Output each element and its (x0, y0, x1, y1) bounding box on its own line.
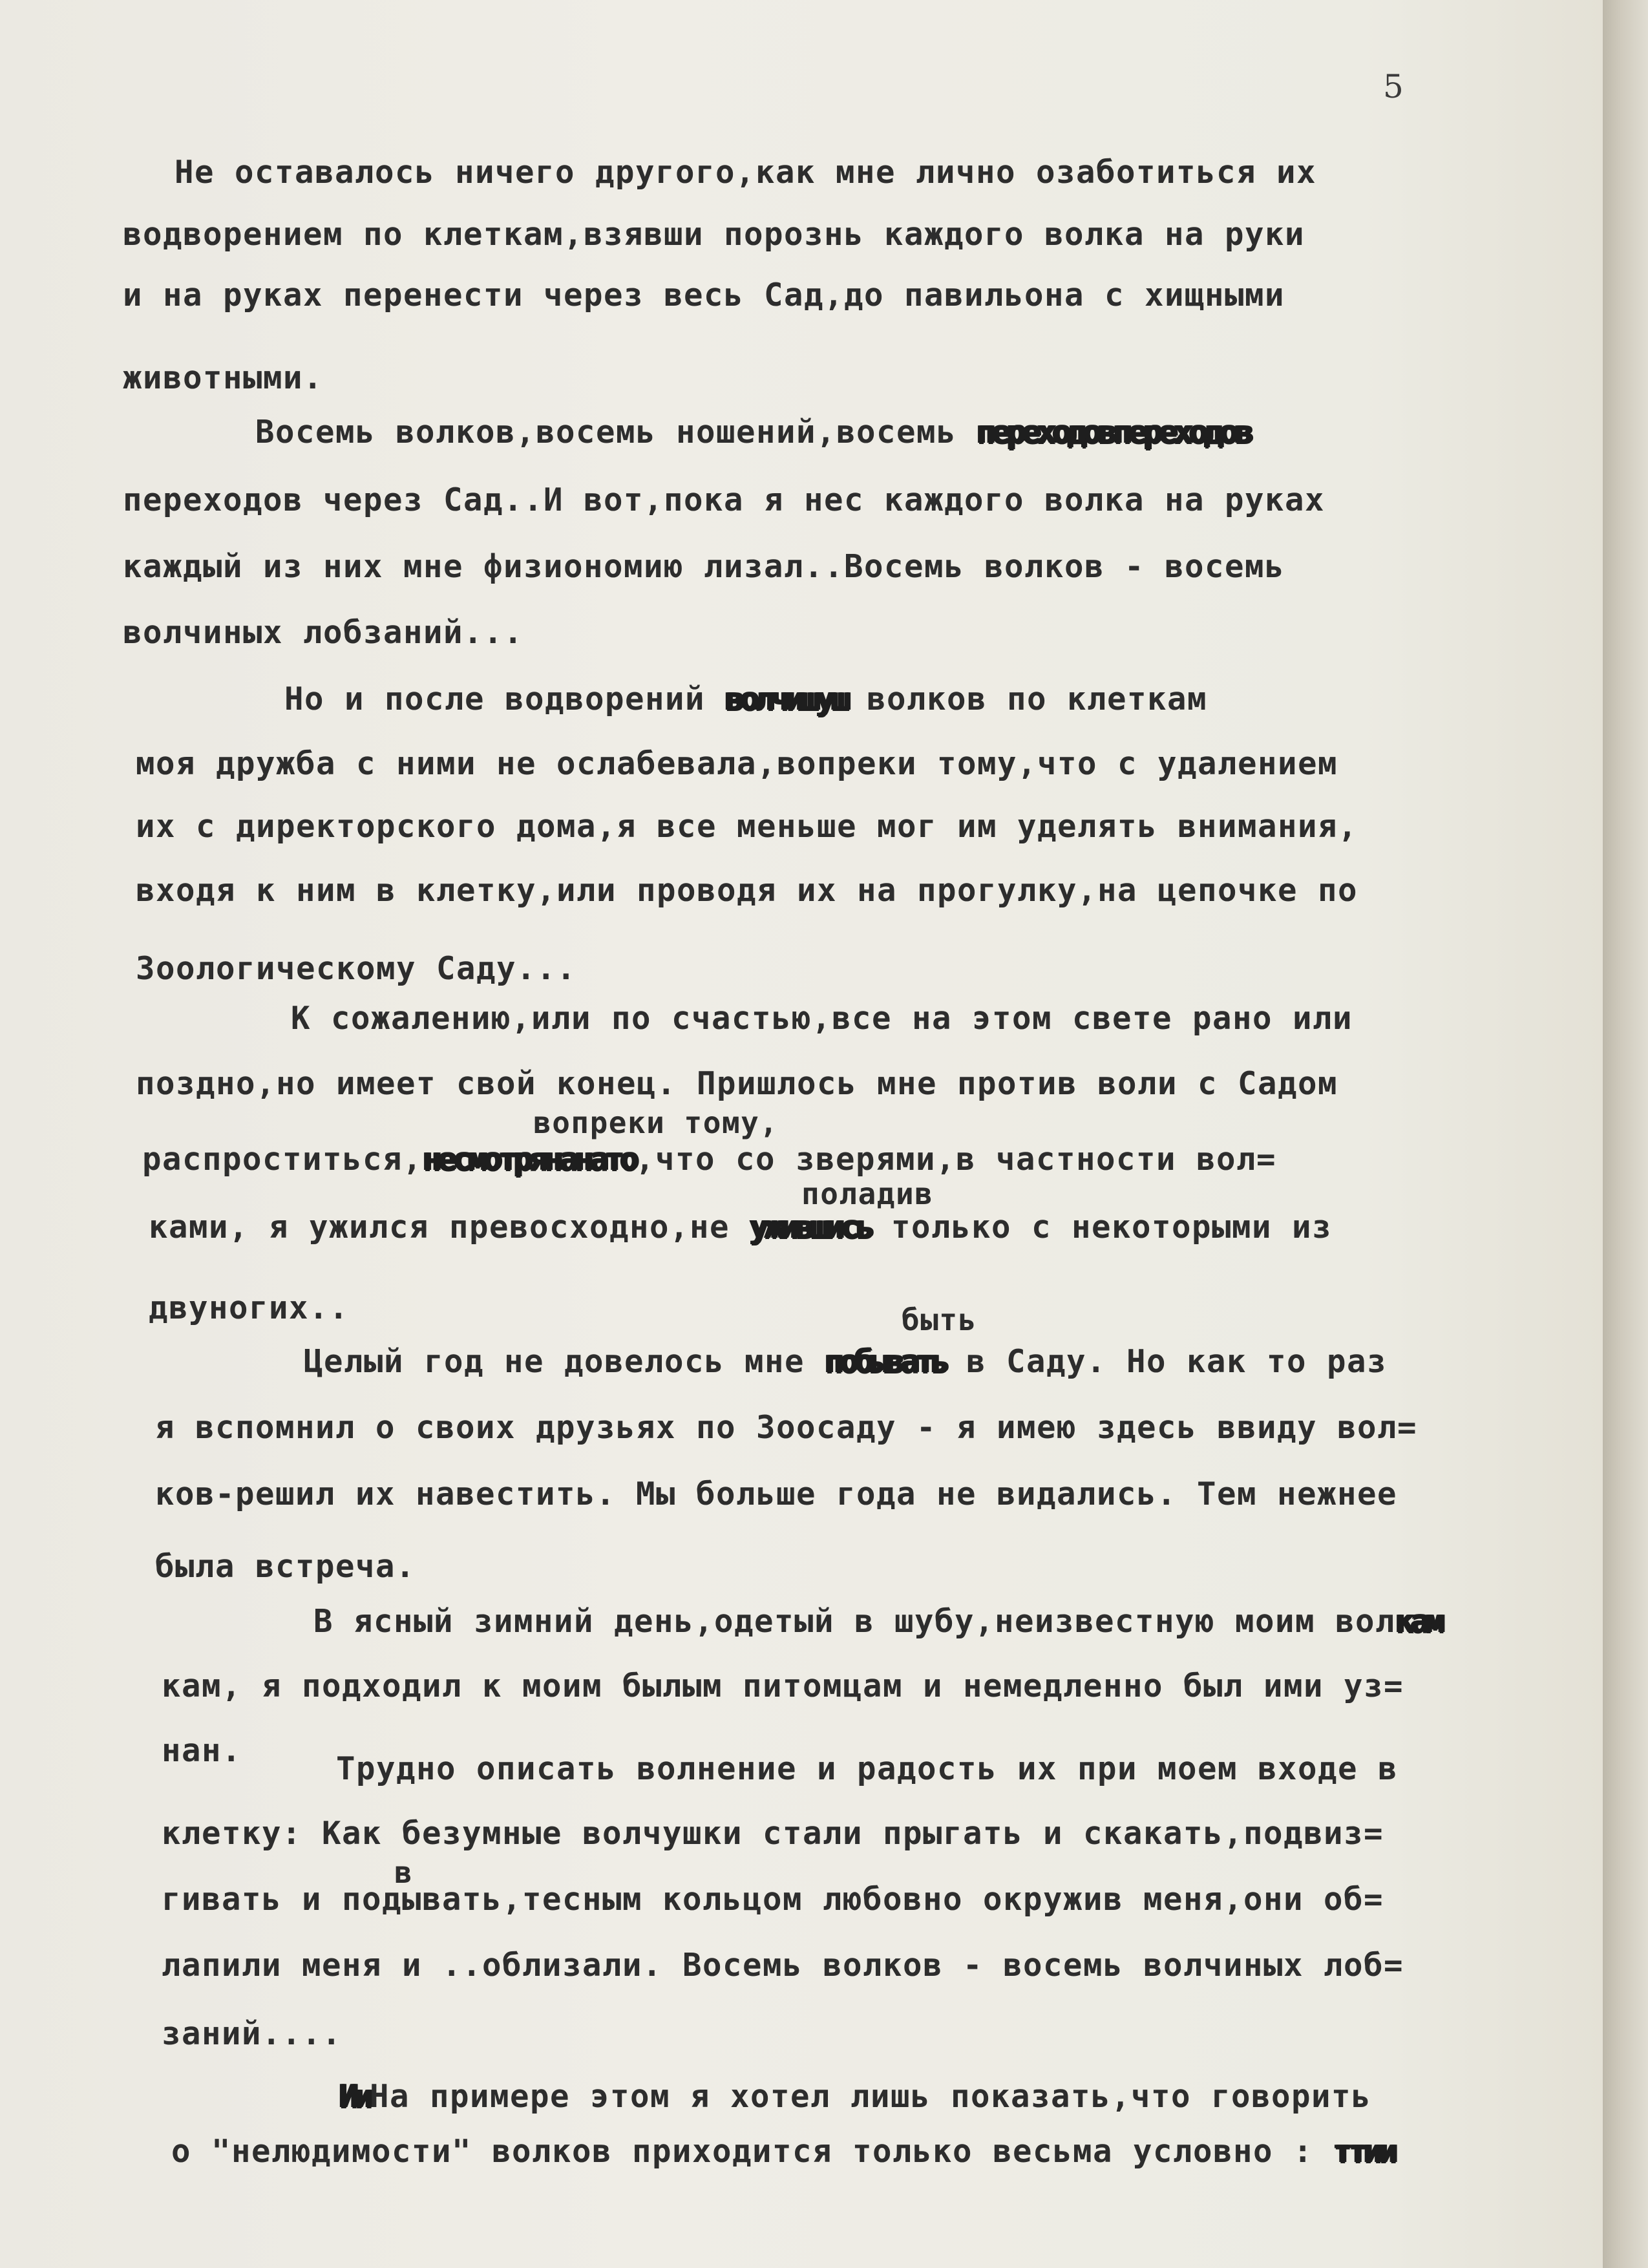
text-segment: Целый год не довелось мне (304, 1343, 825, 1380)
text-line-22: была встреча. (155, 1548, 416, 1585)
text-line-23 (313, 1603, 1441, 1640)
text-segment: в Саду. Но как то раз (946, 1343, 1388, 1380)
text-line-12: входя к ним в клетку,или проводя их на прогулку,на цепочке по (136, 872, 1358, 909)
handwritten-insertion: в (394, 1855, 414, 1890)
text-line-17 (149, 1209, 1332, 1245)
text-line-1: Не оставалось ничего другого,как мне лично озаботиться их (174, 154, 1317, 191)
struck-out-text: Ии (339, 2078, 370, 2115)
struck-out-text: волчишуш (725, 681, 847, 717)
text-line-18: двуногих.. (149, 1289, 350, 1326)
struck-out-text: ужившись (750, 1209, 872, 1245)
text-segment: волков по клеткам (847, 681, 1208, 717)
text-line-5 (255, 414, 1250, 450)
struck-out-text: несмотрянанато (423, 1141, 636, 1178)
text-line-8: волчиных лобзаний... (123, 614, 524, 651)
text-segment: Восемь волков,восемь ношений,восемь (255, 414, 977, 450)
text-line-20: я вспомнил о своих друзьях по Зоосаду - я имею здесь ввиду вол= (155, 1409, 1418, 1446)
text-segment: о "нелюдимости" волков приходится только весьма условно : (171, 2133, 1334, 2170)
text-line-4: животными. (123, 359, 324, 396)
text-line-3: и на руках перенести через весь Сад,до павильона с хищными (123, 277, 1285, 313)
text-segment: ,что со зверями,в частности вол= (635, 1141, 1277, 1178)
text-line-14: К сожалению,или по счастью,все на этом свете рано или (291, 1000, 1353, 1037)
text-line-25: нан. (162, 1732, 242, 1769)
text-line-2: водворением по клеткам,взявши порознь каждого волка на руки (123, 216, 1305, 253)
text-line-6: переходов через Сад..И вот,пока я нес каждого волка на руках (123, 482, 1326, 518)
text-segment: распроститься, (142, 1141, 423, 1178)
text-line-19 (304, 1343, 1387, 1380)
struck-out-text: побывать (825, 1343, 947, 1380)
text-line-21: ков-решил их навестить. Мы больше года не видались. Тем нежнее (155, 1476, 1398, 1512)
struck-out-text: ттии (1333, 2133, 1395, 2170)
text-line-31 (339, 2078, 1371, 2115)
text-line-10: моя дружба с ними не ослабевала,вопреки тому,что с удалением (136, 745, 1338, 782)
text-line-9 (284, 681, 1207, 717)
page-edge-strip (1603, 0, 1648, 2268)
handwritten-insertion: быть (902, 1302, 977, 1337)
handwritten-insertion: поладив (801, 1176, 934, 1211)
page-number: 5 (1383, 68, 1404, 105)
text-segment: только с некоторыми из (871, 1209, 1333, 1245)
text-line-29: лапили меня и ..облизали. Восемь волков - восемь волчиных лоб= (162, 1947, 1404, 1984)
text-line-27: клетку: Как безумные волчушки стали прыгать и скакать,подвиз= (162, 1815, 1384, 1852)
text-line-7: каждый из них мне физиономию лизал..Восемь волков - восемь (123, 548, 1285, 585)
text-segment: В ясный зимний день,одетый в шубу,неизвестную моим вол (313, 1603, 1396, 1640)
text-line-32 (171, 2133, 1394, 2170)
text-line-24: кам, я подходил к моим былым питомцам и немедленно был ими уз= (162, 1668, 1404, 1704)
handwritten-insertion: вопреки тому, (533, 1105, 779, 1140)
text-segment: На примере этом я хотел лишь показать,что говорить (370, 2078, 1372, 2115)
text-line-11: их с директорского дома,я все меньше мог им уделять внимания, (136, 808, 1358, 845)
text-segment: Но и после водворений (284, 681, 726, 717)
text-line-28: гивать и подывать,тесным кольцом любовно окружив меня,они об= (162, 1881, 1384, 1918)
text-line-13: Зоологическому Саду... (136, 950, 577, 987)
text-line-16 (142, 1141, 1276, 1178)
text-line-15: поздно,но имеет свой конец. Пришлось мне против воли с Садом (136, 1065, 1338, 1102)
text-line-30: заний.... (162, 2015, 343, 2052)
struck-out-text: переходовпереходов (977, 414, 1251, 450)
struck-out-text: кам (1395, 1603, 1441, 1640)
text-segment: ками, я ужился превосходно,не (149, 1209, 750, 1245)
text-line-26: Трудно описать волнение и радость их при моем входе в (336, 1750, 1399, 1787)
